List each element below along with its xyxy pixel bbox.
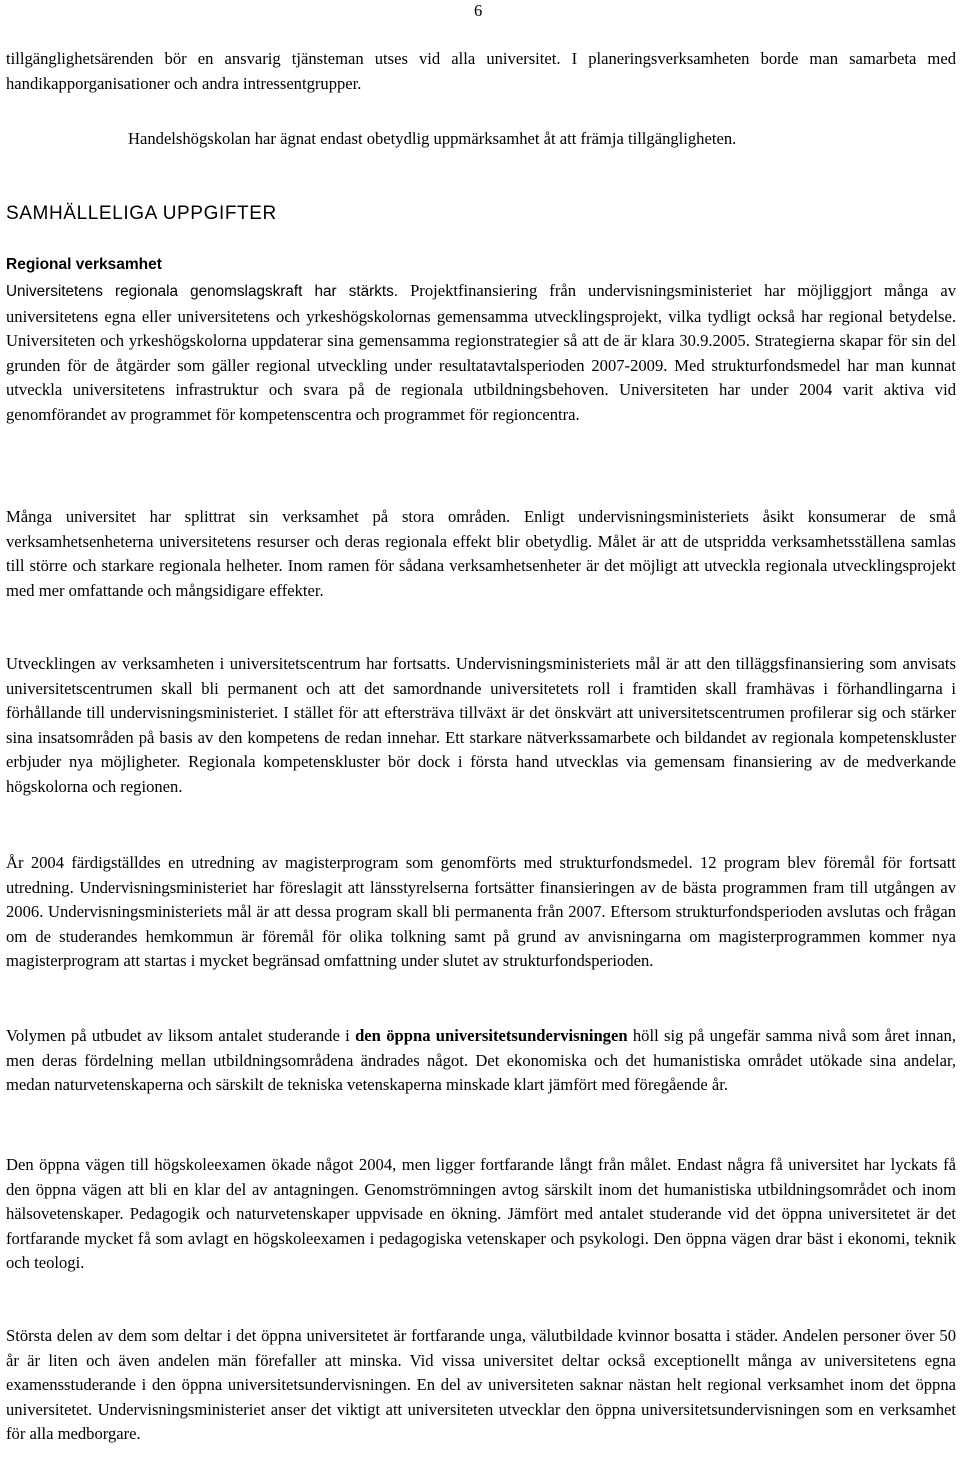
paragraph-5-pre: Volymen på utbudet av liksom antalet studerande i [6,1026,356,1045]
subsection-heading: Regional verksamhet [6,256,162,273]
section-heading: SAMHÄLLELIGA UPPGIFTER [6,203,277,224]
body-paragraph-7: Största delen av dem som deltar i det öppna universitetet är fortfarande unga, välutbildade kvinnor bosatta i städer. Andelen personer över 50 år är liten och även andelen män förefaller att minska. Vid vissa universitet deltar också exceptionellt många av universitetens egna examensstuderande i den öppna universitetsundervisningen. En del av universiteten saknar nästan helt regional verksamhet inom det öppna universitetet. Undervisningsministeriet anser det viktigt att universiteten utvecklar den öppna universitetsundervisningen som en verksamhet för alla medborgare. [6,1326,956,1444]
body-paragraph-6: Den öppna vägen till högskoleexamen ökade något 2004, men ligger fortfarande långt från målet. Endast några få universitet har lyckats få den öppna vägen att bli en klar del av antagningen. Genomströmningen avtog särskilt inom det humanistiska utbildningsområdet och inom hälsovetenskaper. Pedagogik och naturvetenskaper uppvisade en ökning. Jämfört med antalet studerande vid det öppna universitetet är det fortfarande mycket få som avlagt en högskoleexamen i pedagogiska vetenskaper och psykologi. Den öppna vägen drar bäst i ekonomi, teknik och teologi. [6,1155,956,1273]
body-paragraph-5 [6,1024,956,1098]
intro-paragraph: tillgänglighetsärenden bör en ansvarig tjänsteman utses vid alla universitet. I planeringsverksamheten borde man samarbeta med handikapporganisationer och andra intressentgrupper. [6,49,956,93]
regional-paragraph-text: Projektfinansiering från undervisningsministeriet har möjliggjort många av universitetens egna eller universitetens och yrkeshögskolornas gemensamma utvecklingsprojekt, vilka tydligt också har regional betydelse. Universiteten och yrkeshögskolorna uppdaterar sina gemensamma regionstrategier så att de är klara 30.9.2005. Strategierna skapar för sin del grunden för de åtgärder som gäller regional utveckling under resultatavtalsperioden 2007-2009. Med strukturfondsmedel har man kunnat utveckla universitetens infrastruktur och svara på de regionala utbildningsbehoven. Universiteten har under 2004 varit aktiva vid genomförandet av programmet för kompetenscentra och programmet för regioncentra. [6,281,956,424]
page-number: 6 [474,1,483,20]
body-paragraph-2: Många universitet har splittrat sin verksamhet på stora områden. Enligt undervisningsministeriets åsikt konsumerar de små verksamhetsenheterna universitetens resurser och deras regionala effekt blir obetydlig. Målet är att de utspridda verksamhetsställena samlas till större och starkare regionala helheter. Inom ramen för sådana verksamhetsenheter är det möjligt att utveckla regionala utvecklingsprojekt med mer omfattande och mångsidigare effekter. [6,507,956,600]
body-paragraph-4: År 2004 färdigställdes en utredning av magisterprogram som genomförts med strukturfondsmedel. 12 program blev föremål för fortsatt utredning. Undervisningsministeriet har föreslagit att länsstyrelserna fortsätter finansieringen av de bästa programmen fram till utgången av 2006. Undervisningsministeriets mål är att dessa program skall bli permanenta från 2007. Eftersom strukturfondsperioden avslutas och frågan om de studerandes hemkommun är föremål för olika tolkning samt på grund av anvisningarna om magisterprogrammen kommer nya magisterprogram att startas i mycket begränsad omfattning under slutet av strukturfondsperioden. [6,853,956,971]
regional-lead-sentence: Universitetens regionala genomslagskraft har stärkts. [6,283,399,300]
body-paragraph-3: Utvecklingen av verksamheten i universitetscentrum har fortsatts. Undervisningsministeriets mål är att den tilläggsfinansiering som anvisats universitetscentrumen skall bli permanent och att det samordnande universitetets roll i framtiden skall framhävas i förhandlingarna i förhållande till undervisningsministeriet. I stället för att eftersträva tillväxt är det önskvärt att universitetscentrumen profilerar sig och stärker sina insatsområden på basis av den kompetens de redan innehar. Ett starkare nätverkssamarbete och bildandet av regionala kompetenskluster erbjuder nya möjligheter. Regionala kompetenskluster bör dock i första hand utvecklas via gemensam finansiering av de medverkande högskolorna och regionen. [6,654,956,796]
regional-paragraph [6,279,956,428]
intro-statement: Handelshögskolan har ägnat endast obetydlig uppmärksamhet åt att främja tillgängligheten. [128,129,737,148]
paragraph-5-post: höll sig på ungefär samma nivå som året innan, men deras fördelning mellan utbildningsområdena ändrades något. Det ekonomiska och det humanistiska området utökade sina andelar, medan naturvetenskaperna och särskilt de tekniska vetenskaperna minskade klart jämfört med föregående år. [6,1026,956,1095]
open-university-term: den öppna universitetsundervisningen [355,1026,628,1045]
